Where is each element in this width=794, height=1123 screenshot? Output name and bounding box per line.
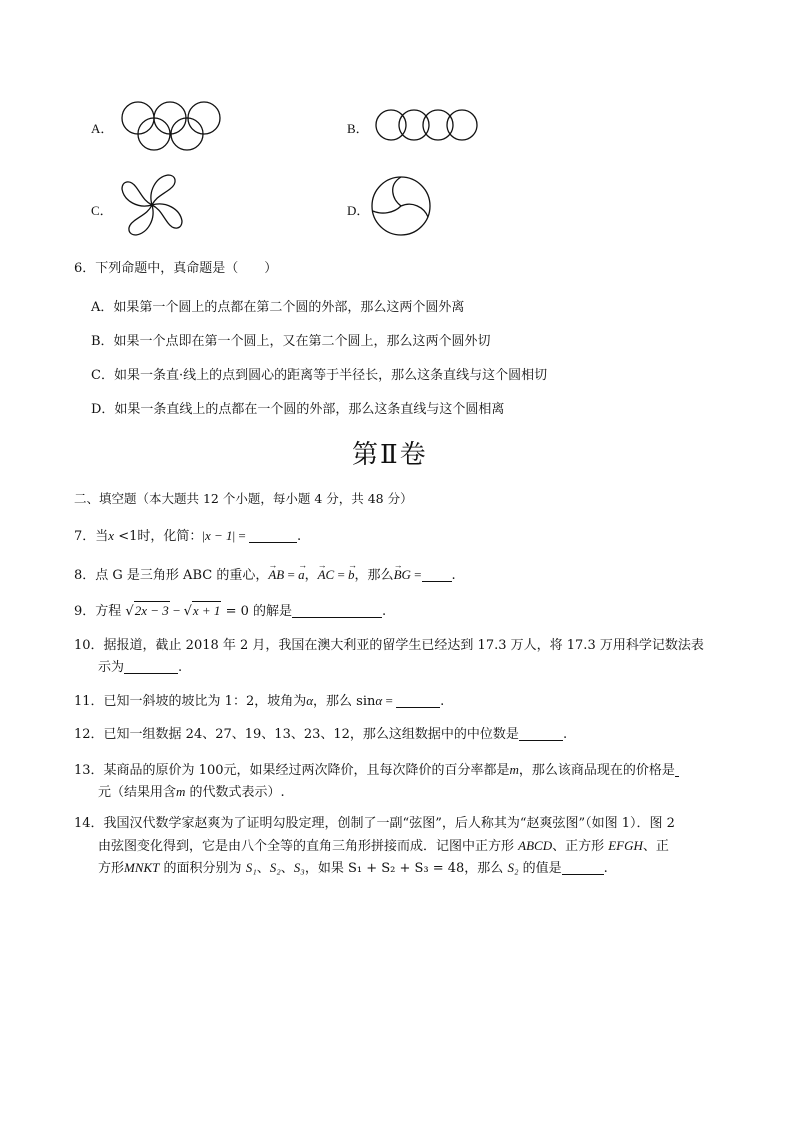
- option-d-label: D．: [347, 203, 370, 218]
- answer-blank-10: [124, 659, 178, 674]
- question-7: 7．当x <1时，化简：|x − 1| = .: [74, 528, 302, 544]
- question-6-option-d: D．如果一条直线上的点都在一个圆的外部，那么这条直线与这个圆相离: [91, 402, 505, 417]
- option-a-label: A．: [91, 121, 114, 136]
- answer-blank-14: [562, 860, 604, 875]
- option-a-figure: [118, 98, 228, 152]
- section-heading: 二、填空题（本大题共 12 个小题，每小题 4 分，共 48 分）: [74, 491, 413, 506]
- question-14-line-3: 方形MNKT 的面积分别为 S₁、S₂、S₃，如果 S₁ + S₂ + S₃ = 48，那么 S₂ 的值是 .: [98, 860, 608, 876]
- answer-blank-7: [249, 528, 297, 543]
- question-14-line-1: 14．我国汉代数学家赵爽为了证明勾股定理，创制了一副“弦图”，后人称其为“赵爽弦图”（如图 1）．图 2: [74, 816, 675, 831]
- option-b-label: B．: [347, 121, 369, 136]
- question-13-line-1: 13．某商品的原价为 100元，如果经过两次降价，且每次降价的百分率都是m，那么该商品现在的价格是: [74, 761, 679, 780]
- answer-blank-9: [292, 603, 382, 618]
- question-8: 8．点 G 是三角形 ABC 的重心，→ AB = → a，→ AC = → b，那么→ BG = .: [74, 566, 456, 585]
- question-14-line-2: 由弦图变化得到，它是由八个全等的直角三角形拼接而成．记图中正方形 ABCD、正方形 EFGH、正: [98, 838, 669, 854]
- answer-blank-12: [519, 726, 563, 741]
- option-d-figure: [370, 175, 434, 237]
- question-10-line-2: 示为 .: [98, 660, 183, 675]
- question-10-line-1: 10．据报道，截止 2018 年 2 月，我国在澳大利亚的留学生已经达到 17.3 万人，将 17.3 万用科学记数法表: [74, 638, 704, 653]
- answer-blank-11: [396, 693, 440, 708]
- question-6-stem: 6．下列命题中，真命题是（ ）: [74, 261, 278, 276]
- question-12: 12．已知一组数据 24、27、19、13、23、12，那么这组数据中的中位数是 .: [74, 727, 568, 742]
- option-c-label: C．: [91, 203, 113, 218]
- question-13-line-2: 元（结果用含m 的代数式表示）.: [98, 784, 285, 800]
- question-6-option-c: C．如果一条直·线上的点到圆心的距离等于半径长，那么这条直线与这个圆相切: [91, 368, 548, 383]
- question-11: 11．已知一斜坡的坡比为 1：2，坡角为α，那么 sinα = .: [74, 693, 445, 709]
- question-6-option-b: B．如果一个点即在第一个圆上，又在第二个圆上，那么这两个圆外切: [91, 334, 491, 349]
- option-b-figure: [374, 108, 482, 142]
- question-6-option-a: A．如果第一个圆上的点都在第二个圆的外部，那么这两个圆外离: [91, 300, 465, 315]
- answer-blank-8: [422, 567, 452, 582]
- option-c-figure: [115, 168, 189, 242]
- section-title: 第Ⅱ卷: [352, 440, 428, 470]
- question-9: 9．方程 √2x − 3 − √x + 1 = 0 的解是 .: [74, 603, 387, 619]
- answer-blank-13: [675, 762, 679, 777]
